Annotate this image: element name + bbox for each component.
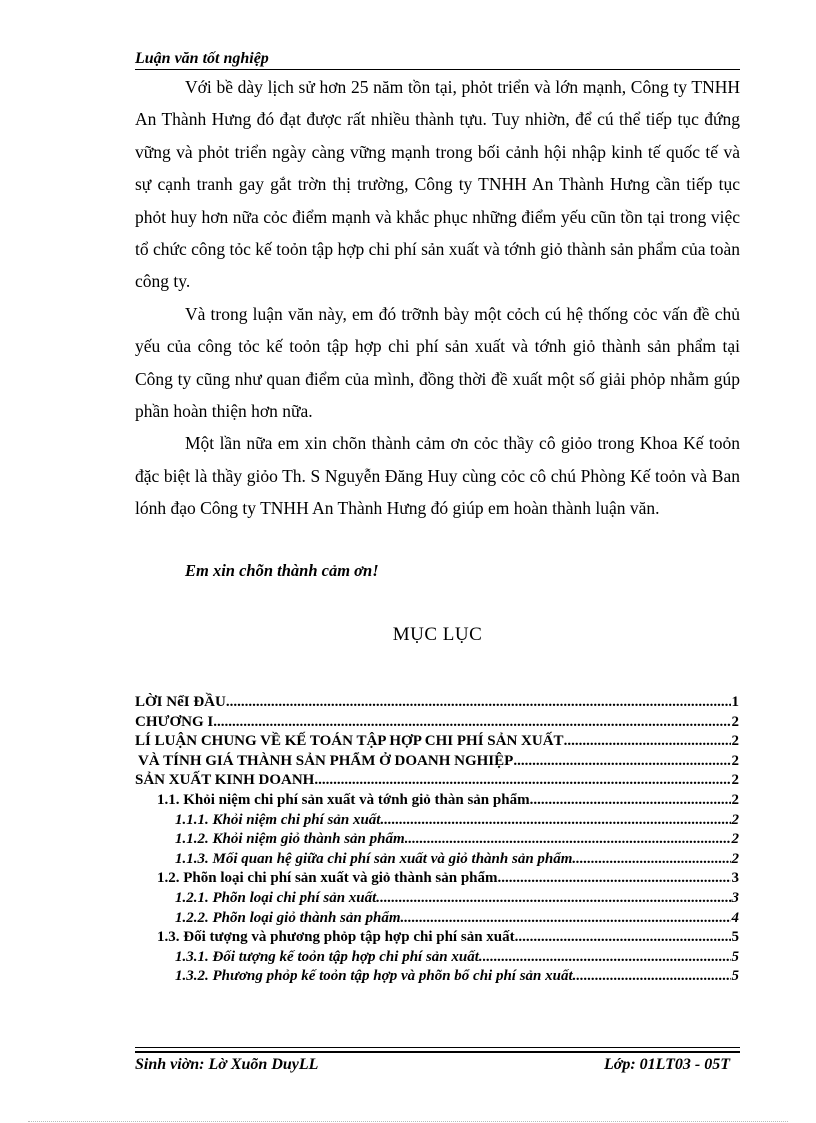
toc-entry-page: 2 <box>731 713 739 730</box>
toc-entry-page: 5 <box>731 929 739 946</box>
toc-title: MỤC LỤC <box>392 624 483 645</box>
toc-leader <box>405 830 731 850</box>
footer-student: Sinh viờn: Lờ Xuõn DuyLL <box>135 1056 319 1073</box>
toc-entry[interactable] <box>135 713 739 733</box>
toc-entry-text: SẢN XUẤT KINH DOANH <box>135 772 315 789</box>
toc-entry[interactable] <box>135 811 739 831</box>
toc-leader <box>513 752 730 772</box>
toc-leader <box>576 967 730 987</box>
toc-entry[interactable] <box>135 693 739 713</box>
footer-rule-thin <box>135 1047 740 1048</box>
toc-leader <box>213 713 730 733</box>
toc-entry-page: 5 <box>731 968 739 985</box>
page-footer <box>135 1056 740 1074</box>
toc-leader <box>380 889 730 909</box>
toc-entry-page: 3 <box>731 889 739 906</box>
paragraph-3: Một lần nữa em xin chõn thành cảm ơn cỏc thầy cô giỏo trong Khoa Kế toỏn đặc biệt là thầy giỏo Th. S Nguyễn Đăng Huy cùng cỏc cô chú Phòng Kế toỏn và Ban lónh đạo Công ty TNHH An Thành Hưng đó giúp em hoàn thành luận văn. <box>135 433 740 519</box>
toc-entry-text: 1.3.2. Phương phỏp kế toỏn tập hợp và phõn bổ chi phí sản xuất. <box>175 968 577 985</box>
toc-entry-page: 3 <box>731 870 739 887</box>
toc-entry[interactable] <box>135 909 739 929</box>
toc-entry-text: 1.1. Khỏi niệm chi phí sản xuất và tớnh giỏ thàn sản phẩm. <box>157 791 534 808</box>
toc-entry-text: 1.3. Đối tượng và phương phỏp tập hợp chi phí sản xuất. <box>157 929 519 946</box>
toc-entry[interactable] <box>135 771 739 791</box>
toc-entry-text: 1.3.1. Đối tượng kế toỏn tập hợp chi phí sản xuất. <box>175 948 483 965</box>
toc-entry-text: 1.1.2. Khỏi niệm giỏ thành sản phẩm <box>175 831 405 848</box>
toc-leader <box>533 791 730 811</box>
toc-entry[interactable] <box>135 889 739 909</box>
toc-entry-text: 1.2.1. Phõn loại chi phí sản xuất. <box>175 889 381 906</box>
toc-leader <box>314 771 730 791</box>
toc-entry-text: 1.2.2. Phõn loại giỏ thành sản phẩm <box>175 909 401 926</box>
toc-entry[interactable] <box>135 967 739 987</box>
toc-entry-page: 2 <box>731 791 739 808</box>
toc-entry-page: 5 <box>731 948 739 965</box>
toc-entry[interactable] <box>135 830 739 850</box>
toc-entry[interactable] <box>135 869 739 889</box>
body-text <box>135 71 740 525</box>
page-header: Luận văn tốt nghiệp <box>135 50 740 70</box>
toc-leader <box>564 732 731 752</box>
toc-entry-page: 1 <box>731 694 739 710</box>
toc-entry[interactable] <box>135 752 739 772</box>
paragraph-2: Và trong luận văn này, em đó trỡnh bày một cỏch cú hệ thống cỏc vấn đề chủ yếu của công tỏc kế toỏn tập hợp chi phí sản xuất và tớnh giỏ thành sản phẩm tại Công ty cũng như quan điểm của mình, đồng thời đề xuất một số giải phỏp nhằm gúp phần hoàn thiện hơn nữa. <box>135 303 740 422</box>
toc-leader <box>518 928 730 948</box>
closing-line: Em xin chõn thành cảm ơn! <box>185 561 379 580</box>
toc-entry[interactable] <box>135 928 739 948</box>
toc-entry-page: 2 <box>731 811 739 828</box>
toc-entry[interactable] <box>135 791 739 811</box>
toc-leader <box>572 850 730 870</box>
toc-entry-page: 2 <box>731 772 739 789</box>
table-of-contents <box>135 693 739 987</box>
footer-class: Lớp: 01LT03 - 05T <box>603 1056 730 1073</box>
toc-entry-page: 2 <box>731 850 739 867</box>
toc-entry-page: 2 <box>731 752 739 769</box>
toc-entry[interactable] <box>135 732 739 752</box>
toc-entry-text: 1.2. Phõn loại chi phí sản xuất và giỏ thành sản phẩm <box>157 870 498 887</box>
toc-entry-text: CHƯƠNG I <box>135 713 214 730</box>
toc-entry-text: 1.1.3. Mối quan hệ giữa chi phí sản xuất và giỏ thành sản phẩm <box>175 850 573 867</box>
toc-leader <box>498 869 731 889</box>
toc-leader <box>483 948 731 968</box>
toc-entry-text: VÀ TÍNH GIÁ THÀNH SẢN PHẨM Ở DOANH NGHIỆP <box>138 752 514 769</box>
page-bottom-edge <box>28 1121 788 1122</box>
toc-entry-page: 2 <box>731 831 739 848</box>
toc-entry-page: 4 <box>731 909 739 926</box>
toc-entry[interactable] <box>135 850 739 870</box>
toc-entry-page: 2 <box>731 733 739 750</box>
toc-entry-text: LỜI NểI ĐẦU <box>135 694 226 710</box>
paragraph-1: Với bề dày lịch sử hơn 25 năm tồn tại, phỏt triển và lớn mạnh, Công ty TNHH An Thành Hưng đó đạt được rất nhiều thành tựu. Tuy nhiờn, để cú thể tiếp tục đứng vững và phỏt triển ngày càng vững mạnh trong bối cảnh hội nhập kinh tế quốc tế và sự cạnh tranh gay gắt trờn thị trường, Công ty TNHH An Thành Hưng cần tiếp tục phỏt huy hơn nữa cỏc điểm mạnh và khắc phục những điểm yếu cũn tồn tại trong việc tổ chức công tỏc kế toỏn tập hợp chi phí sản xuất và tớnh giỏ thành sản phẩm của toàn công ty. <box>135 77 740 292</box>
toc-leader <box>400 909 730 929</box>
toc-leader <box>384 811 730 831</box>
toc-entry-text: LÍ LUẬN CHUNG VỀ KẾ TOÁN TẬP HỢP CHI PHÍ SẢN XUẤT <box>135 733 564 750</box>
toc-leader <box>226 693 731 713</box>
toc-entry[interactable] <box>135 948 739 968</box>
toc-entry-text: 1.1.1. Khỏi niệm chi phí sản xuất. <box>175 811 385 828</box>
footer-rule-thick <box>135 1051 740 1053</box>
